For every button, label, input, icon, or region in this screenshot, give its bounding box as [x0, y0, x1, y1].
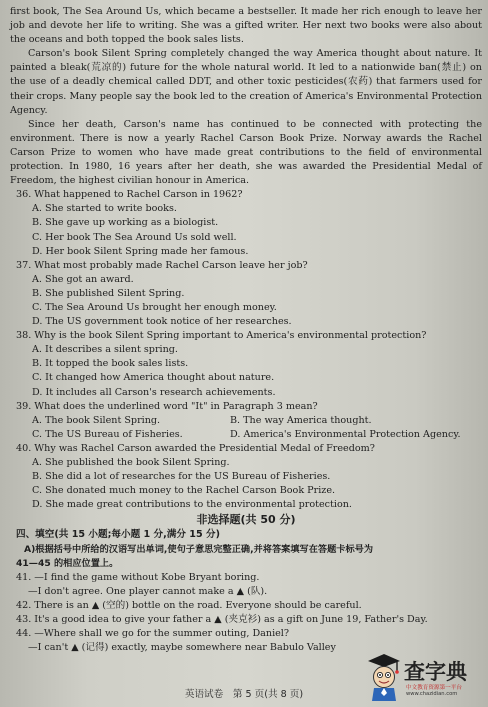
question-37: 37. What most probably made Rachel Carson leave her job?: [16, 259, 308, 271]
page-footer: 英语试卷 第 5 页(共 8 页): [184, 689, 304, 700]
part-two-heading: 非选择题(共 50 分): [196, 513, 296, 527]
instruction-line-1: A)根据括号中所给的汉语写出单词,使句子意思完整正确,并将答案填写在答题卡标号为: [24, 543, 374, 555]
fill-item-44-reply: —I can't ▲ (记得) exactly, maybe somewhere near Babulo Valley: [28, 642, 336, 654]
option-39-c: C. The US Bureau of Fisheries.: [32, 428, 183, 440]
option-36-a: A. She started to write books.: [32, 203, 177, 215]
option-39-b: B. The way America thought.: [230, 414, 372, 426]
fill-item-42: 42. There is an ▲ (空的) bottle on the road. Everyone should be careful.: [16, 599, 362, 611]
question-36: 36. What happened to Rachel Carson in 1962?: [16, 189, 243, 201]
graduate-mascot-icon: [366, 652, 402, 702]
option-38-b: B. It topped the book sales lists.: [32, 358, 189, 370]
option-36-c: C. Her book The Sea Around Us sold well.: [32, 231, 237, 243]
option-36-b: B. She gave up working as a biologist.: [32, 217, 219, 229]
option-38-a: A. It describes a silent spring.: [32, 344, 178, 356]
fill-item-44: 44. —Where shall we go for the summer outing, Daniel?: [16, 628, 290, 640]
option-36-d: D. Her book Silent Spring made her famous.: [32, 245, 249, 257]
option-40-c: C. She donated much money to the Rachel Carson Book Prize.: [32, 485, 336, 497]
option-39-d: D. America's Environmental Protection Agency.: [230, 428, 461, 440]
logo-url: www.chazidian.com: [406, 691, 458, 697]
question-39: 39. What does the underlined word "It" in Paragraph 3 mean?: [16, 400, 318, 412]
fill-item-43: 43. It's a good idea to give your father a ▲ (夹克衫) as a gift on June 19, Father's Day.: [16, 614, 428, 626]
option-37-d: D. The US government took notice of her researches.: [32, 316, 292, 328]
logo-wordmark: 查字典: [404, 660, 467, 684]
options-39-row-2: [10, 428, 482, 442]
passage-paragraph-1: first book, The Sea Around Us, which became a bestseller. It made her rich enough to leave her job and devote her life to writing. She was a gifted writer. Her next two books were also about the oceans and both topped the book sales lists.: [10, 6, 482, 46]
option-38-d: D. It includes all Carson's research achievements.: [32, 386, 276, 398]
option-38-c: C. It changed how America thought about nature.: [32, 372, 275, 384]
option-40-b: B. She did a lot of researches for the US Bureau of Fisheries.: [32, 471, 331, 483]
chazidian-logo: [366, 652, 482, 704]
logo-tagline: 中文教育资源第一平台: [406, 685, 462, 691]
option-40-a: A. She published the book Silent Spring.: [32, 457, 230, 468]
instruction-line-2: 41—45 的相应位置上。: [16, 557, 119, 569]
section-four-title: 四、填空(共 15 小题;每小题 1 分,满分 15 分): [16, 529, 220, 541]
option-37-b: B. She published Silent Spring.: [32, 287, 185, 299]
fill-item-41-reply: —I don't agree. One player cannot make a ▲ (队).: [28, 585, 268, 597]
page-content: [10, 5, 482, 655]
option-40-d: D. She made great contributions to the environmental protection.: [32, 499, 352, 511]
option-39-a: A. The book Silent Spring.: [32, 414, 161, 426]
question-38: 38. Why is the book Silent Spring important to America's environmental protection?: [16, 330, 427, 342]
fill-item-41: 41. —I find the game without Kobe Bryant boring.: [16, 571, 260, 583]
passage-paragraph-2: Carson's book Silent Spring completely changed the way America thought about nature. It painted a bleak(荒凉的) future for the whole natural world. It led to a nationwide ban(禁止) on the use of a deadly chemical called DDT, and other toxic pesticides(农药) that farmers used for their crops. Many people say the book led to the creation of America's Environmental Protection Agency.: [10, 48, 482, 116]
passage-paragraph-3: Since her death, Carson's name has continued to be connected with protecting the environment. There is now a yearly Rachel Carson Book Prize. Norway awards the Rachel Carson Prize to women who have made great contributions to the field of environmental protection. In 1980, 16 years after her death, she was awarded the Presidential Medal of Freedom, the highest civilian honour in America.: [10, 118, 482, 187]
option-37-a: A. She got an award.: [32, 273, 134, 285]
options-39-row-1: [10, 414, 482, 428]
question-40: 40. Why was Rachel Carson awarded the Presidential Medal of Freedom?: [16, 442, 375, 454]
option-37-c: C. The Sea Around Us brought her enough money.: [32, 301, 277, 313]
